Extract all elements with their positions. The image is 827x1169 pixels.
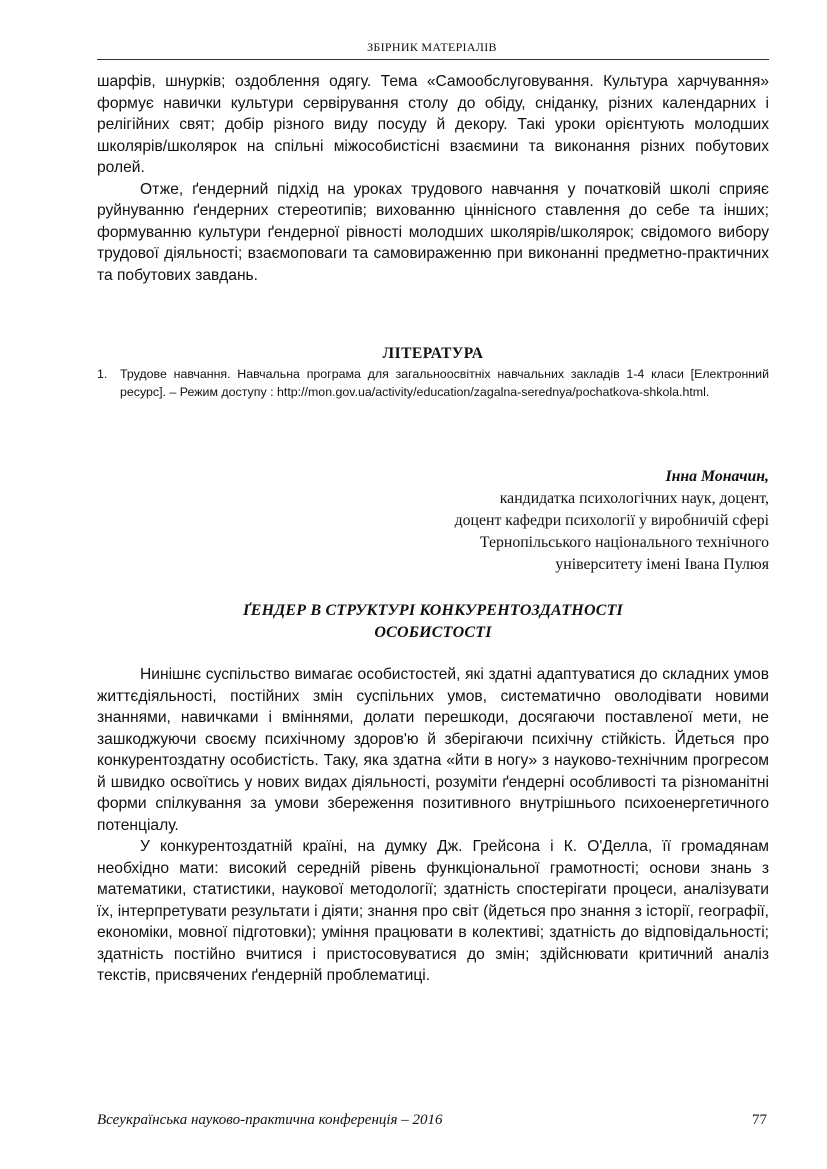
author-affiliation-line: Тернопільського національного технічного: [479, 534, 769, 551]
paragraph: У конкурентоздатній країні, на думку Дж. Грейсона і К. О'Делла, її громадянам необхідно мати: високий середній рівень функціональної грамотності; основи знань з математики, статистики, наукової методології; здатність спостерігати процеси, аналізувати їх, інтерпретувати результати і діяти; знання про світ (йдеться про знання з історії, географії, економіки, мовної підготовки); уміння працювати в колективі; здатність до відповідальності; здатність постійно вчитися і пристосовуватися до змін; здійснювати критичний аналіз текстів, присвячених ґендерній проблематиці.: [97, 838, 769, 984]
reference-text: Трудове навчання. Навчальна програма для загальноосвітніх навчальних закладів 1-4 класи [Електронний ресурс]. – Режим доступу : http://mon.gov.ua/activity/education/zagalna-serednya/pochatkova-shkola.html.: [120, 367, 769, 399]
continued-text-block: [97, 71, 769, 286]
article-title: [97, 600, 769, 644]
author-name: Інна Моначин,: [665, 468, 769, 485]
author-affiliation-line: університету імені Івана Пулюя: [555, 556, 769, 573]
article-title-line: ОСОБИСТОСТІ: [374, 624, 492, 641]
paragraph: шарфів, шнурків; оздоблення одягу. Тема «Самообслуговування. Культура харчування» формує навички культури сервірування столу до обіду, сніданку, різних календарних і релігійних свят; добір різного виду посуду й декору. Такі уроки орієнтують молодших школярів/школярок на спільні міжособистісні взаємини та виконання різних побутових ролей.: [97, 73, 769, 176]
author-block: [455, 466, 769, 576]
article-title-line: ҐЕНДЕР В СТРУКТУРІ КОНКУРЕНТОЗДАТНОСТІ: [243, 602, 623, 619]
reference-number: 1.: [97, 367, 108, 381]
running-header: ЗБІРНИК МАТЕРІАЛІВ: [367, 40, 497, 54]
reference-item: [97, 366, 769, 401]
header-divider: [97, 59, 769, 60]
author-affiliation-line: доцент кафедри психології у виробничій сфері: [454, 512, 769, 529]
paragraph: Отже, ґендерний підхід на уроках трудового навчання у початковій школі сприяє руйнуванню ґендерних стереотипів; вихованню ціннісного ставлення до себе та інших; формуванню культури ґендерної рівності молодших школярів/школярок; свідомого вибору трудової діяльності; взаємоповаги та самовираженню при виконанні предметно-практичних та побутових завдань.: [97, 180, 769, 284]
references-heading: ЛІТЕРАТУРА: [382, 345, 484, 362]
paragraph: Нинішнє суспільство вимагає особистостей, які здатні адаптуватися до складних умов життєдіяльності, постійних змін суспільних умов, систематично оволодівати новими знаннями, навичками і вміннями, долати перешкоди, досягаючи поставленої мети, не зашкоджуючи своєму психічному здоров'ю й зберігаючи психічну стійкість. Йдеться про конкурентоздатну особистість. Таку, яка здатна «йти в ногу» з науково-технічним прогресом й швидко освоїтись у нових видах діяльності, розуміти ґендерні особливості та різноманітні форми спілкування за умови збереження позитивного внутрішнього психоенергетичного потенціалу.: [97, 666, 769, 834]
article-body: [97, 664, 769, 987]
page-number: 77: [752, 1112, 767, 1128]
author-affiliation-line: кандидатка психологічних наук, доцент,: [499, 490, 769, 507]
conference-name: Всеукраїнська науково-практична конференція – 2016: [97, 1112, 443, 1128]
